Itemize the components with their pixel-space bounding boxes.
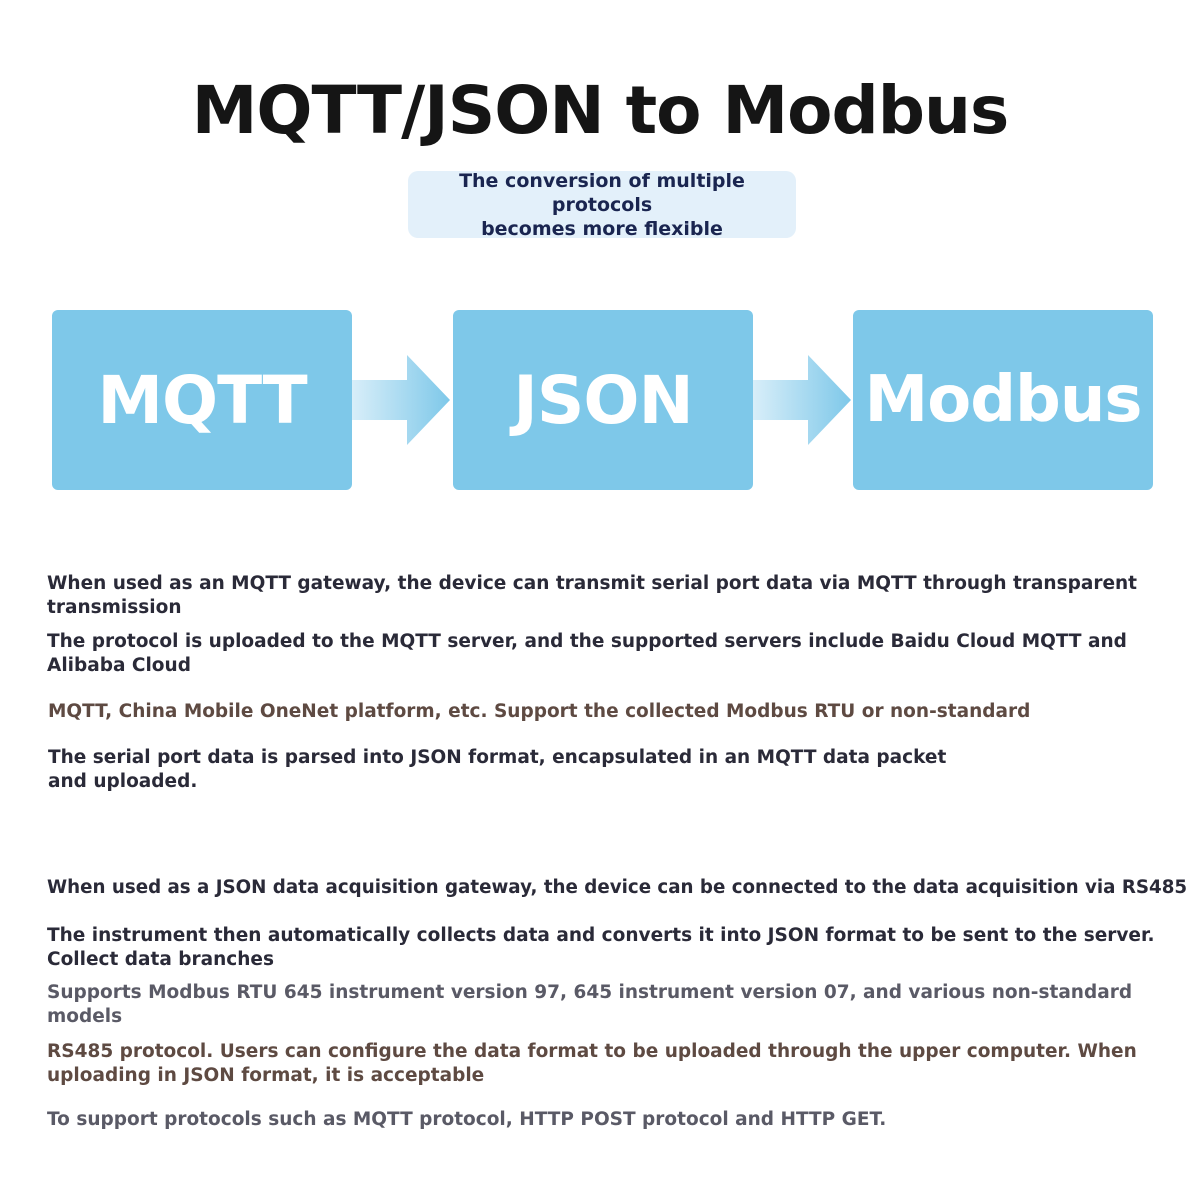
description-paragraph (48, 746, 1188, 794)
description-paragraph (48, 700, 1188, 724)
flow-node-mqtt (52, 310, 352, 490)
paragraph-line: The protocol is uploaded to the MQTT server, and the supported servers include Baidu Cloud MQTT and (47, 631, 1127, 652)
paragraph-line: uploading in JSON format, it is acceptable (47, 1065, 485, 1086)
paragraph-line: models (47, 1006, 123, 1027)
description-paragraph (47, 1040, 1187, 1088)
subtitle-line: becomes more flexible (481, 217, 723, 240)
description-paragraph (47, 1108, 1187, 1132)
paragraph-line: Supports Modbus RTU 645 instrument version 97, 645 instrument version 07, and various non-standard (47, 982, 1133, 1003)
paragraph-line: The instrument then automatically collects data and converts it into JSON format to be sent to the server. (47, 925, 1155, 946)
paragraph-line: When used as a JSON data acquisition gateway, the device can be connected to the data acquisition via RS485 (47, 877, 1188, 898)
right-arrow-icon (352, 350, 452, 450)
paragraph-line: and uploaded. (48, 771, 198, 792)
flow-node-json (453, 310, 753, 490)
paragraph-line: transmission (47, 597, 182, 618)
description-paragraph (47, 630, 1187, 678)
subtitle-line: The conversion of multiple protocols (459, 169, 745, 216)
paragraph-line: The serial port data is parsed into JSON format, encapsulated in an MQTT data packet (48, 747, 947, 768)
subtitle-text (408, 169, 796, 241)
description-paragraph (47, 572, 1187, 620)
paragraph-line: Alibaba Cloud (47, 655, 191, 676)
flow-node-label: Modbus (864, 363, 1142, 437)
right-arrow-icon (753, 350, 853, 450)
paragraph-line: MQTT, China Mobile OneNet platform, etc. Support the collected Modbus RTU or non-standard (48, 701, 1031, 722)
description-paragraph (47, 924, 1187, 972)
description-paragraph (47, 981, 1187, 1029)
page-title: MQTT/JSON to Modbus (191, 72, 1009, 149)
flow-node-label: JSON (513, 361, 693, 439)
paragraph-line: To support protocols such as MQTT protocol, HTTP POST protocol and HTTP GET. (47, 1109, 887, 1130)
description-paragraph (47, 876, 1187, 900)
paragraph-line: Collect data branches (47, 949, 274, 970)
flow-node-label: MQTT (97, 361, 307, 439)
paragraph-line: When used as an MQTT gateway, the device can transmit serial port data via MQTT through transparent (47, 573, 1138, 594)
paragraph-line: RS485 protocol. Users can configure the data format to be uploaded through the upper computer. When (47, 1041, 1137, 1062)
flow-node-modbus (853, 310, 1153, 490)
subtitle-badge (408, 171, 796, 238)
